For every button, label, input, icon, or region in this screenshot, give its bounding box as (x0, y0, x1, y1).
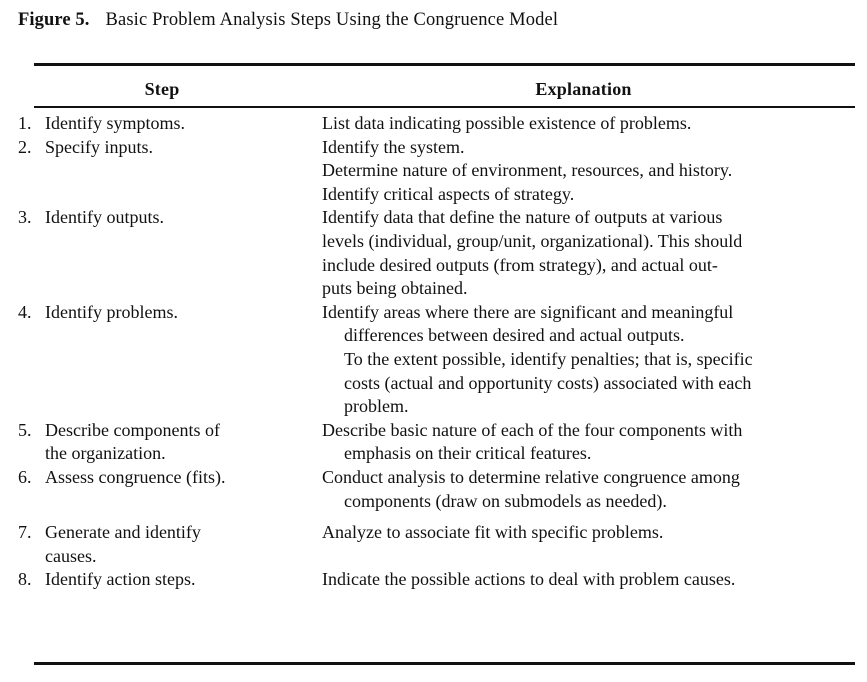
explanation-text-line: include desired outputs (from strategy), and actual out- (322, 254, 718, 275)
step-text-line: 2. Specify inputs. (18, 136, 314, 160)
table-body (0, 112, 867, 592)
explanation-text-line: Conduct analysis to determine relative congruence among (322, 467, 740, 487)
table-row (0, 568, 867, 592)
step-text-line: 7. Generate and identify (18, 521, 314, 545)
step-text-continuation: causes. (45, 545, 97, 566)
table-row (0, 466, 867, 513)
step-cell (18, 206, 314, 230)
step-cell (18, 419, 314, 466)
step-number: 4. (18, 301, 32, 322)
table-row (0, 419, 867, 466)
step-text-line: 3. Identify outputs. (18, 206, 314, 230)
explanation-text-line: Identify data that define the nature of outputs at various (322, 207, 723, 228)
step-number: 1. (18, 113, 32, 133)
column-header-explanation: Explanation (535, 79, 632, 99)
figure-label: Figure 5. (18, 10, 90, 30)
explanation-text-continuation: components (draw on submodels as needed). (344, 490, 667, 511)
step-text-line: 4. Identify problems. (18, 301, 314, 325)
explanation-cell (322, 112, 849, 136)
explanation-text-continuation: costs (actual and opportunity costs) associated with each (344, 372, 752, 393)
step-text-line: 5. Describe components of (18, 419, 314, 443)
explanation-text-line: Identify the system. (322, 136, 465, 157)
table-row (0, 112, 867, 136)
step-cell (18, 301, 314, 325)
explanation-cell (322, 206, 849, 300)
step-number: 5. (18, 419, 32, 440)
step-number: 2. (18, 136, 32, 157)
step-cell (18, 112, 314, 136)
step-text-line: 6. Assess congruence (fits). (18, 466, 314, 490)
explanation-text-line: List data indicating possible existence of problems. (322, 113, 692, 133)
explanation-cell (322, 301, 849, 419)
explanation-text-continuation: differences between desired and actual outputs. (344, 325, 685, 346)
explanation-cell (322, 136, 849, 207)
explanation-cell (322, 466, 849, 513)
explanation-text-line: Identify areas where there are significant and meaningful (322, 301, 734, 322)
explanation-text-line: Describe basic nature of each of the four components with (322, 419, 743, 440)
column-header-step: Step (144, 79, 180, 99)
step-text-continuation: the organization. (45, 443, 166, 464)
explanation-cell (322, 568, 849, 592)
figure-caption (18, 9, 558, 31)
step-number: 3. (18, 207, 32, 228)
step-text-line: 8. Identify action steps. (18, 568, 314, 592)
explanation-text-line: puts being obtained. (322, 278, 468, 299)
explanation-text-continuation: To the extent possible, identify penalties; that is, specific (344, 348, 753, 369)
explanation-text-line: Identify critical aspects of strategy. (322, 183, 575, 204)
step-text-line: 1. Identify symptoms. (18, 112, 314, 136)
explanation-text-continuation: emphasis on their critical features. (344, 443, 592, 464)
explanation-text-line: Indicate the possible actions to deal with problem causes. (322, 569, 736, 590)
step-number: 8. (18, 569, 32, 590)
table-top-rule (34, 63, 855, 66)
step-cell (18, 136, 314, 160)
explanation-cell (322, 419, 849, 466)
table-row (0, 301, 867, 419)
step-cell (18, 568, 314, 592)
table-header-rule (34, 106, 855, 108)
step-number: 7. (18, 522, 32, 543)
step-cell (18, 521, 314, 568)
explanation-text-continuation: problem. (344, 396, 409, 417)
table-bottom-rule (34, 662, 855, 665)
explanation-text-line: Analyze to associate fit with specific problems. (322, 522, 664, 543)
step-cell (18, 466, 314, 490)
figure-title: Basic Problem Analysis Steps Using the Congruence Model (105, 10, 559, 30)
table-row (0, 521, 867, 568)
explanation-text-line: levels (individual, group/unit, organizational). This should (322, 230, 743, 251)
step-number: 6. (18, 467, 32, 487)
explanation-text-line: Determine nature of environment, resources, and history. (322, 160, 733, 181)
table-row (0, 136, 867, 207)
table-row (0, 206, 867, 300)
explanation-cell (322, 521, 849, 545)
